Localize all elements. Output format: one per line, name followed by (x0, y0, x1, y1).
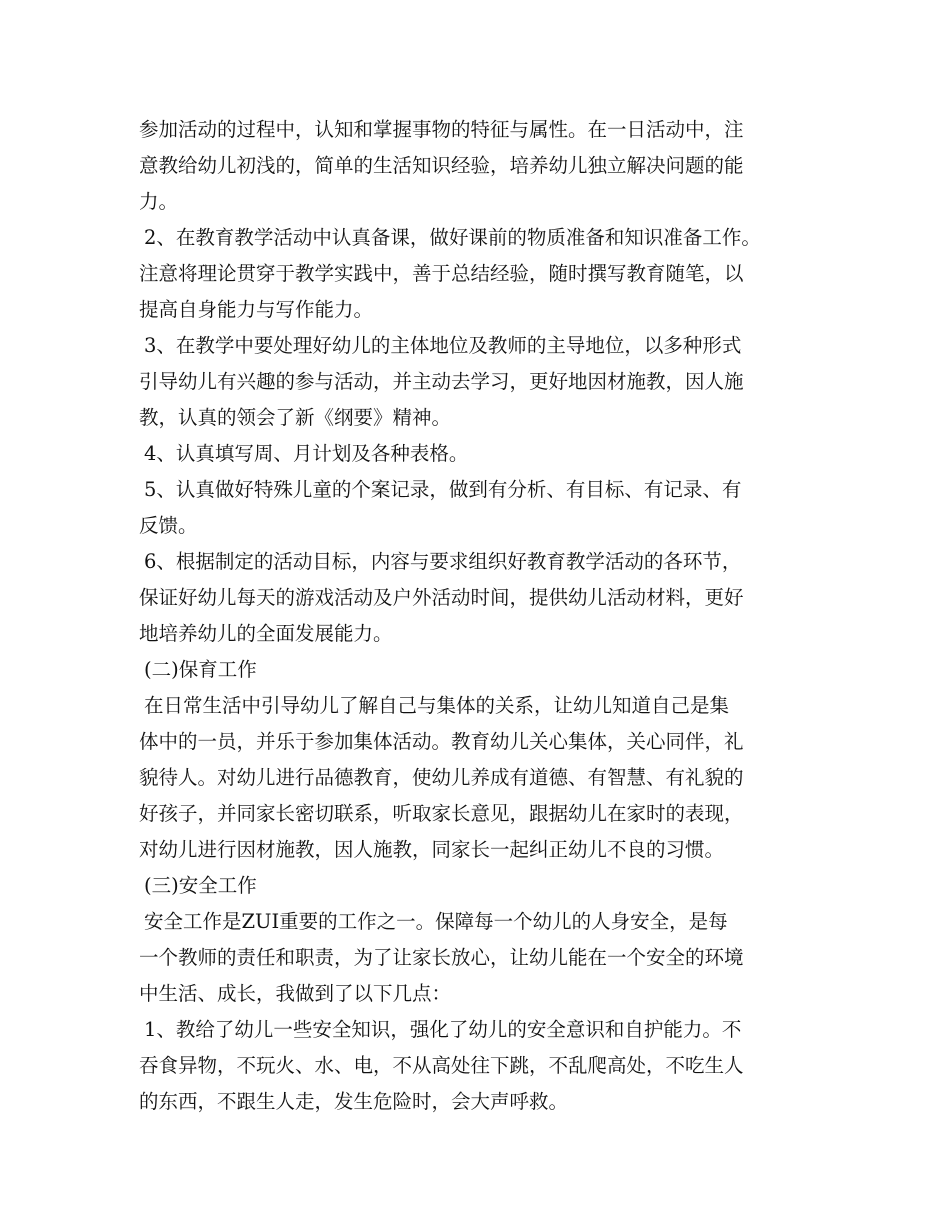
text-line-4: 2、在教育教学活动中认真备课，做好课前的物质准备和知识准备工作。 (144, 226, 761, 249)
text-line-9: 教，认真的领会了新《纲要》精神。 (139, 406, 452, 429)
text-line-24: 一个教师的责任和职责，为了让家长放心，让幼儿能在一个安全的环境 (139, 946, 744, 969)
text-line-15: 地培养幼儿的全面发展能力。 (139, 622, 393, 645)
text-line-18: 体中的一员，并乐于参加集体活动。教育幼儿关心集体，关心同伴，礼 (139, 730, 744, 753)
text-line-23: 安全工作是ZUI重要的工作之一。保障每一个幼儿的人身安全，是每 (144, 910, 728, 933)
text-line-5: 注意将理论贯穿于教学实践中，善于总结经验，随时撰写教育随笔，以 (139, 262, 744, 285)
text-line-2: 意教给幼儿初浅的，简单的生活知识经验，培养幼儿独立解决问题的能 (139, 154, 744, 177)
document-page (139, 112, 829, 1120)
section-heading-safety: (三)安全工作 (144, 874, 257, 897)
text-line-10: 4、认真填写周、月计划及各种表格。 (144, 442, 469, 465)
text-line-1: 参加活动的过程中，认知和掌握事物的特征与属性。在一日活动中，注 (139, 118, 744, 141)
text-line-26: 1、教给了幼儿一些安全知识，强化了幼儿的安全意识和自护能力。不 (144, 1018, 742, 1041)
text-line-20: 好孩子，并同家长密切联系，听取家长意见，跟据幼儿在家时的表现， (139, 802, 744, 825)
text-line-12: 反馈。 (139, 514, 198, 537)
text-line-6: 提高自身能力与写作能力。 (139, 298, 374, 321)
text-line-17: 在日常生活中引导幼儿了解自己与集体的关系，让幼儿知道自己是集 (144, 694, 730, 717)
text-line-13: 6、根据制定的活动目标，内容与要求组织好教育教学活动的各环节， (144, 550, 742, 573)
text-line-19: 貌待人。对幼儿进行品德教育，使幼儿养成有道德、有智慧、有礼貌的 (139, 766, 744, 789)
text-line-8: 引导幼儿有兴趣的参与活动，并主动去学习，更好地因材施教，因人施 (139, 370, 744, 393)
text-line-27: 吞食异物，不玩火、水、电，不从高处往下跳，不乱爬高处，不吃生人 (139, 1054, 744, 1077)
text-line-21: 对幼儿进行因材施教，因人施教，同家长一起纠正幼儿不良的习惯。 (139, 838, 725, 861)
text-line-11: 5、认真做好特殊儿童的个案记录，做到有分析、有目标、有记录、有 (144, 478, 742, 501)
text-line-25: 中生活、成长，我做到了以下几点： (139, 982, 452, 1005)
text-line-14: 保证好幼儿每天的游戏活动及户外活动时间，提供幼儿活动材料，更好 (139, 586, 744, 609)
text-line-7: 3、在教学中要处理好幼儿的主体地位及教师的主导地位，以多种形式 (144, 334, 742, 357)
text-line-3: 力。 (139, 190, 179, 213)
text-line-28: 的东西，不跟生人走，发生危险时，会大声呼救。 (139, 1090, 569, 1113)
section-heading-childcare: (二)保育工作 (144, 658, 257, 681)
